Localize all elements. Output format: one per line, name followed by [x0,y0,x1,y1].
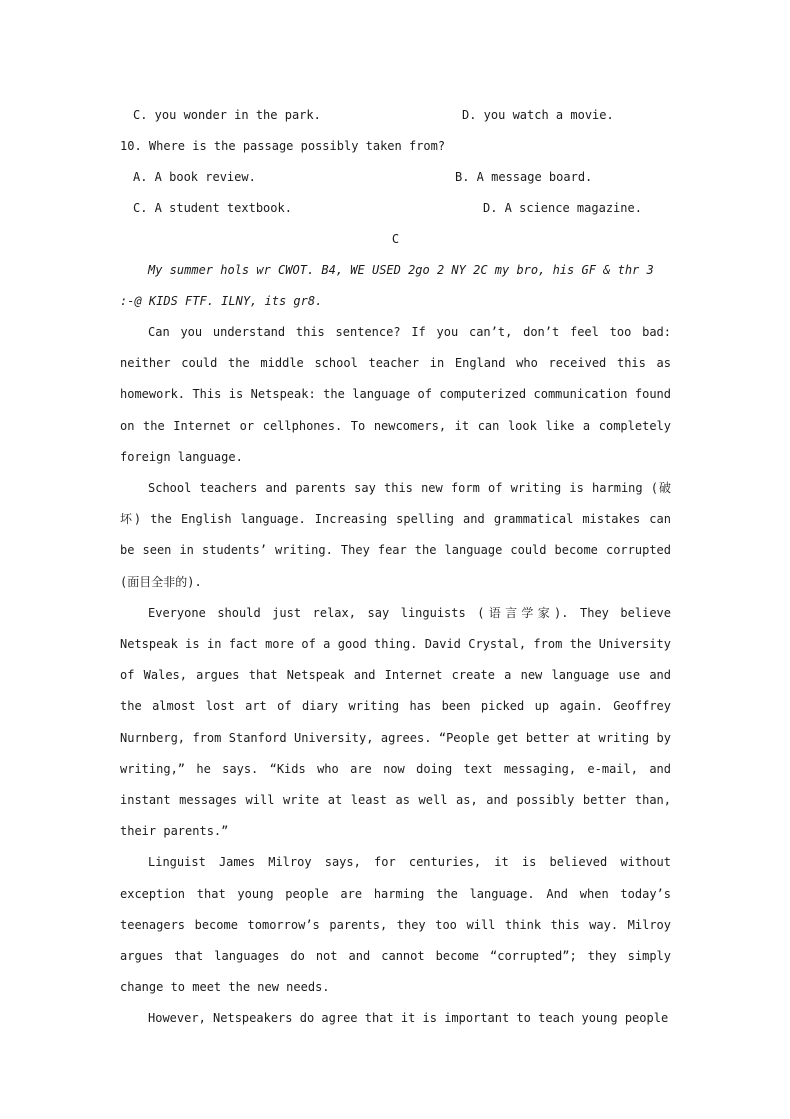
paragraph-2: School teachers and parents say this new form of writing is harming (破坏) the English language. Increasing spelling and grammatical mistakes can be seen in students’ writing. They fear the language could become corrupted (面目全非的). [120,481,671,589]
question-9-option-c: C. you wonder in the park. [133,108,321,122]
paragraph-1: Can you understand this sentence? If you can’t, don’t feel too bad: neither could the middle school teacher in England who received this as homework. This is Netspeak: the language of computerized communication found on the Internet or cellphones. To newcomers, it can look like a completely foreign language. [120,325,671,464]
question-10-options-row-1 [120,162,671,193]
question-10: 10. Where is the passage possibly taken from? [120,139,446,153]
question-9-option-d: D. you watch a movie. [462,108,614,122]
paragraph-4: Linguist James Milroy says, for centuries, it is believed without exception that young people are harming the language. And when today’s teenagers become tomorrow’s parents, they too will think this way. Milroy argues that languages do not and cannot become “corrupted”; they simply change to meet the new needs. [120,855,671,995]
question-10-option-a: A. A book review. [133,170,256,184]
question-9-options-row [120,100,671,131]
question-10-options-row-2 [120,193,671,224]
question-10-option-c: C. A student textbook. [133,201,292,215]
document-page [120,100,671,1035]
paragraph-5: However, Netspeakers do agree that it is important to teach young people [148,1011,669,1026]
netspeak-sentence: My summer hols wr CWOT. B4, WE USED 2go 2 NY 2C my bro, his GF & thr 3 :-@ KIDS FTF. ILNY, its gr8. [120,263,654,308]
question-10-option-d: D. A science magazine. [483,201,642,215]
paragraph-3: Everyone should just relax, say linguists (语言学家). They believe Netspeak is in fact more of a good thing. David Crystal, from the University of Wales, argues that Netspeak and Internet create a new language use and the almost lost art of diary writing has been picked up again. Geoffrey Nurnberg, from Stanford University, agrees. “People get better at writing by writing,” he says. “Kids who are now doing text messaging, e-mail, and instant messages will write at least as well as, and possibly better than, their parents.” [120,605,671,839]
question-10-option-b: B. A message board. [455,170,593,184]
section-heading: C [391,232,400,246]
